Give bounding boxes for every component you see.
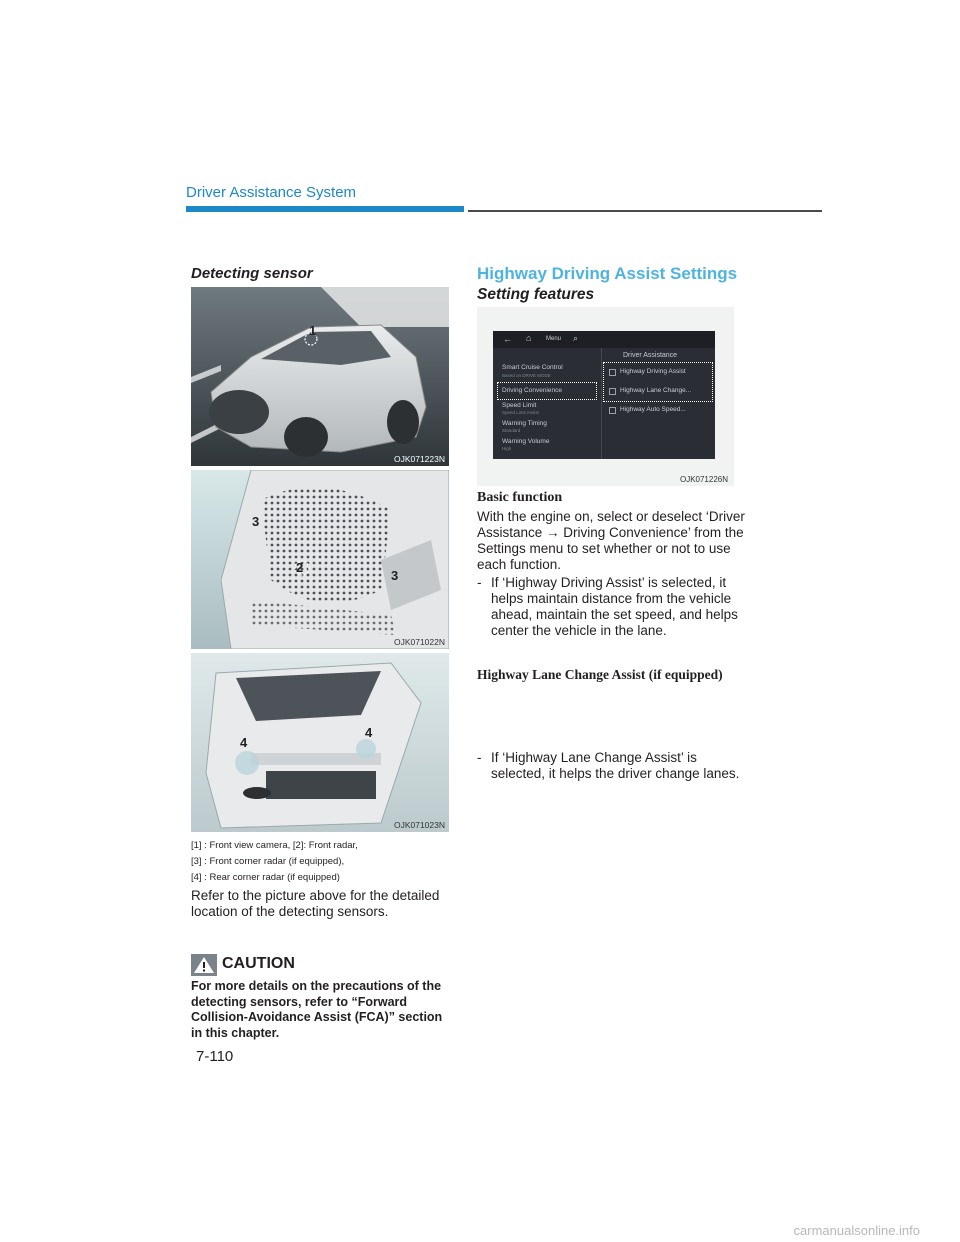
settings-title: Highway Driving Assist Settings (477, 264, 738, 283)
basic-function-heading: Basic function (477, 490, 563, 505)
figure-rear-radar (191, 653, 449, 832)
figure-front-radar (191, 470, 449, 649)
caption-line: [1] : Front view camera, [2]: Front radar, (191, 840, 358, 851)
sensor-location-paragraph: Refer to the picture above for the detailed location of the detecting sensors. (191, 888, 440, 919)
callout-label: 4 (365, 725, 373, 740)
header-rule-accent (186, 206, 464, 212)
menu-item-smart-cruise[interactable]: Smart Cruise Control (502, 364, 563, 371)
panel-divider (601, 348, 602, 459)
bullet-dash: - (477, 750, 482, 765)
bullet-text: If ‘Highway Lane Change Assist’ is selected, it helps the driver change lanes. (491, 750, 740, 781)
car-grille-illustration (191, 470, 449, 649)
header-rule (468, 210, 822, 212)
caution-text: For more details on the precautions of the detecting sensors, refer to “Forward Collision-Avoidance Assist (FCA)” section in this chapter. (191, 979, 443, 1040)
car-rear-illustration (191, 653, 449, 832)
panel-title: Driver Assistance (623, 352, 678, 359)
figure-code: OJK071223N (393, 454, 445, 464)
bullet-dash: - (477, 575, 482, 590)
menu-item-sub: Speed Limit Assist (502, 410, 539, 415)
callout-label: 3 (252, 514, 260, 529)
option-highway-auto-speed[interactable]: Highway Auto Speed... (620, 406, 686, 413)
detecting-sensor-heading: Detecting sensor (191, 265, 313, 282)
menu-item-sub: High (502, 446, 512, 451)
menu-item-sub: Standard (502, 428, 521, 433)
option-highway-lane-change[interactable]: Highway Lane Change... (620, 387, 692, 394)
bullet-text: If ‘Highway Driving Assist’ is selected, it helps maintain distance from the vehicle ahead, maintain the set speed, and helps center the vehicle in the lane. (491, 575, 738, 638)
section-title: Driver Assistance System (186, 184, 357, 201)
home-icon[interactable]: ⌂ (526, 333, 532, 343)
callout-label: 1 (309, 323, 317, 338)
checkbox-highway-auto-speed[interactable] (609, 407, 616, 414)
menu-item-warning-timing[interactable]: Warning Timing (502, 420, 547, 427)
caption-line: [4] : Rear corner radar (if equipped) (191, 872, 340, 883)
page-number: 7-110 (196, 1048, 234, 1065)
lane-change-heading: Highway Lane Change Assist (if equipped) (477, 667, 723, 682)
menu-label[interactable]: Menu (546, 336, 562, 342)
menu-item-speed-limit[interactable]: Speed Limit (502, 402, 537, 409)
option-highway-driving-assist[interactable]: Highway Driving Assist (620, 368, 686, 375)
back-arrow-icon[interactable]: ← (503, 334, 512, 344)
menu-item-warning-volume[interactable]: Warning Volume (502, 438, 550, 445)
figure-front-camera (191, 287, 449, 466)
search-icon[interactable]: ⌕ (573, 333, 579, 343)
infotainment-screen (493, 331, 715, 459)
car-front-view-illustration (191, 287, 449, 466)
callout-label: 2 (296, 560, 304, 575)
menu-item-sub: Based on DRIVE MODE (502, 373, 551, 378)
highlight-box-options (603, 362, 713, 402)
warning-triangle-icon (191, 954, 217, 976)
watermark: carmanualsonline.info (793, 1223, 920, 1238)
setting-features-heading: Setting features (477, 286, 595, 303)
figure-code: OJK071022N (393, 637, 445, 647)
highlight-box-driving-convenience (497, 382, 597, 400)
figure-code: OJK071226N (679, 475, 728, 484)
callout-label: 4 (240, 735, 248, 750)
callout-label: 3 (391, 568, 399, 583)
figure-captions (191, 838, 453, 886)
bullet-highway-driving-assist (477, 575, 753, 639)
bullet-highway-lane-change (477, 750, 753, 782)
basic-function-text: With the engine on, select or deselect ‘Driver Assistance → Driving Convenience’ from the Settings menu to set whether or not to use each function. (477, 509, 745, 572)
menu-item-driving-convenience[interactable]: Driving Convenience (502, 387, 562, 394)
caption-line: [3] : Front corner radar (if equipped), (191, 856, 345, 867)
caution-title: CAUTION (222, 955, 295, 972)
figure-code: OJK071023N (393, 820, 445, 830)
